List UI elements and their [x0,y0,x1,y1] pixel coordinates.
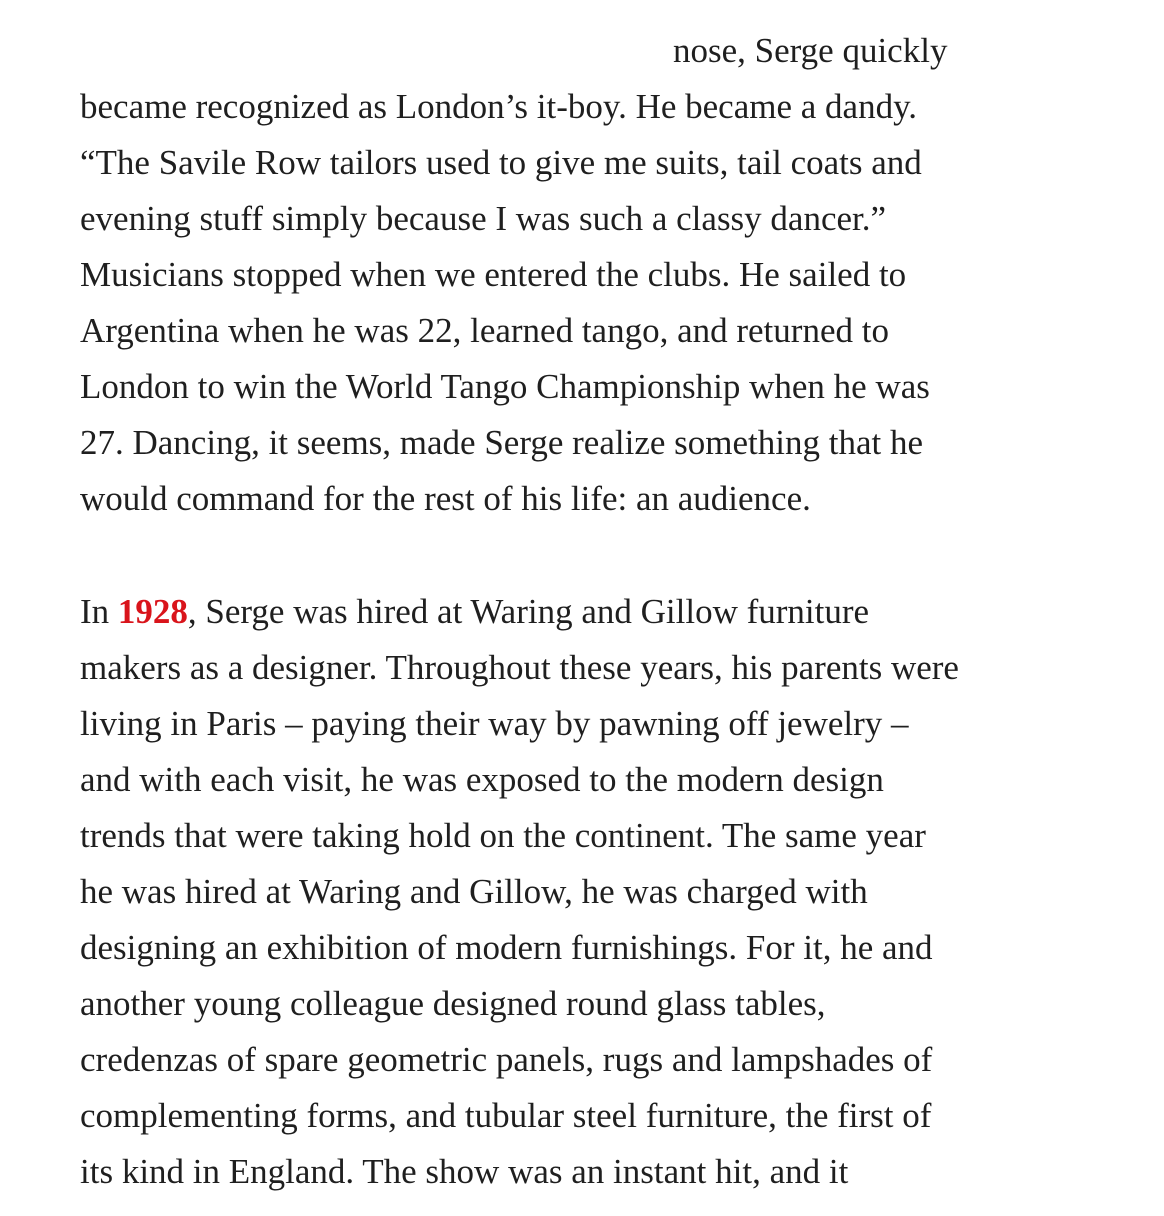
text-line: London to win the World Tango Championship when he was [80,367,930,406]
text-line: complementing forms, and tubular steel furniture, the first of [80,1096,932,1135]
text-line: he was hired at Waring and Gillow, he was charged with [80,872,868,911]
text-line-with-year [80,590,869,634]
text-line: Argentina when he was 22, learned tango, and returned to [80,311,889,350]
text-line: its kind in England. The show was an instant hit, and it [80,1152,849,1191]
text-line: evening stuff simply because I was such a classy dancer.” [80,199,887,238]
text-line: designing an exhibition of modern furnishings. For it, he and [80,928,933,967]
text-line: credenzas of spare geometric panels, rugs and lampshades of [80,1040,933,1079]
text-fragment: , Serge was hired at Waring and Gillow furniture [187,592,870,631]
text-fragment: In [80,592,118,631]
text-line: makers as a designer. Throughout these years, his parents were [80,648,959,687]
text-line: nose, Serge quickly [673,31,948,70]
text-line: became recognized as London’s it-boy. He became a dandy. [80,87,918,126]
text-line: another young colleague designed round glass tables, [80,984,826,1023]
text-line: Musicians stopped when we entered the clubs. He sailed to [80,255,907,294]
text-line: and with each visit, he was exposed to the modern design [80,760,884,799]
text-line: living in Paris – paying their way by pawning off jewelry – [80,704,909,743]
text-line: “The Savile Row tailors used to give me suits, tail coats and [80,143,922,182]
text-line: would command for the rest of his life: an audience. [80,479,811,518]
text-line: trends that were taking hold on the continent. The same year [80,816,926,855]
year-highlight: 1928 [117,592,188,631]
text-line: 27. Dancing, it seems, made Serge realize something that he [80,423,923,462]
